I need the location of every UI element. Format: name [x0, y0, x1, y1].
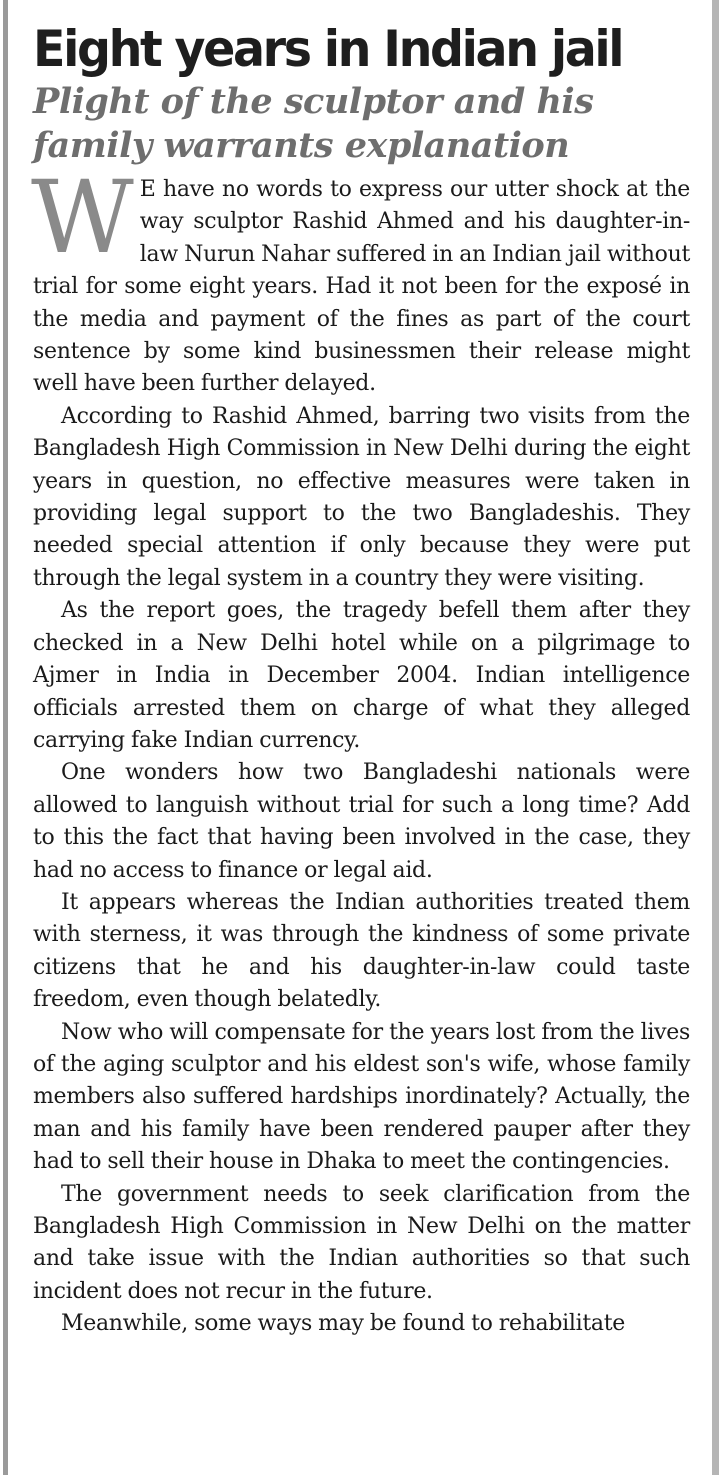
editorial-article: [33, 18, 690, 1341]
article-body: [31, 159, 690, 1341]
drop-cap: W: [31, 159, 130, 276]
headline: Eight years in Indian jail: [33, 20, 623, 78]
paragraph-1: [31, 159, 690, 401]
paragraph-3: As the report goes, the tragedy befell them after they checked in a New Delhi hotel while on a pilgrimage to Ajmer in India in December 2004. Indian intelligence officials arrested them on charge of what they alleged carrying fake Indian currency.: [33, 598, 690, 753]
left-frame-border: [3, 0, 8, 1475]
paragraph-6: Now who will compensate for the years lost from the lives of the aging sculptor and his eldest son's wife, whose family members also suffered hardships inordinately? Actually, the man and his family have been rendered pauper after they had to sell their house in Dhaka to meet the contingencies.: [33, 1019, 690, 1175]
paragraph-4: One wonders how two Bangladeshi nationals were allowed to languish without trial for such a long time? Add to this the fact that having been involved in the case, they had no access to finance or legal aid.: [33, 760, 690, 883]
right-frame-border: [712, 0, 719, 1475]
paragraph-1-text: E have no words to express our utter shock at the way sculptor Rashid Ahmed and his daughter-in-law Nurun Nahar suffered in an Indian jail without trial for some eight years. Had it not been for the exposé in the media and payment of the fines as part of the court sentence by some kind businessmen their release might well have been further delayed.: [33, 177, 690, 397]
paragraph-8: Meanwhile, some ways may be found to rehabilitate: [61, 1311, 625, 1337]
paragraph-7: The government needs to seek clarification from the Bangladesh High Commission in New Delhi on the matter and take issue with the Indian authorities so that such incident does not recur in the future.: [33, 1181, 690, 1304]
paragraph-5: It appears whereas the Indian authorities treated them with sterness, it was through the kindness of some private citizens that he and his daughter-in-law could taste freedom, even though belatedly.: [33, 889, 690, 1013]
subheadline: Plight of the sculptor and his family warrants explanation: [33, 81, 594, 166]
paragraph-2: According to Rashid Ahmed, barring two visits from the Bangladesh High Commission in New Delhi during the eight years in question, no effective measures were taken in providing legal support to the two Bangladeshis. They needed special attention if only because they were put through the legal system in a country they were visiting.: [33, 403, 690, 591]
